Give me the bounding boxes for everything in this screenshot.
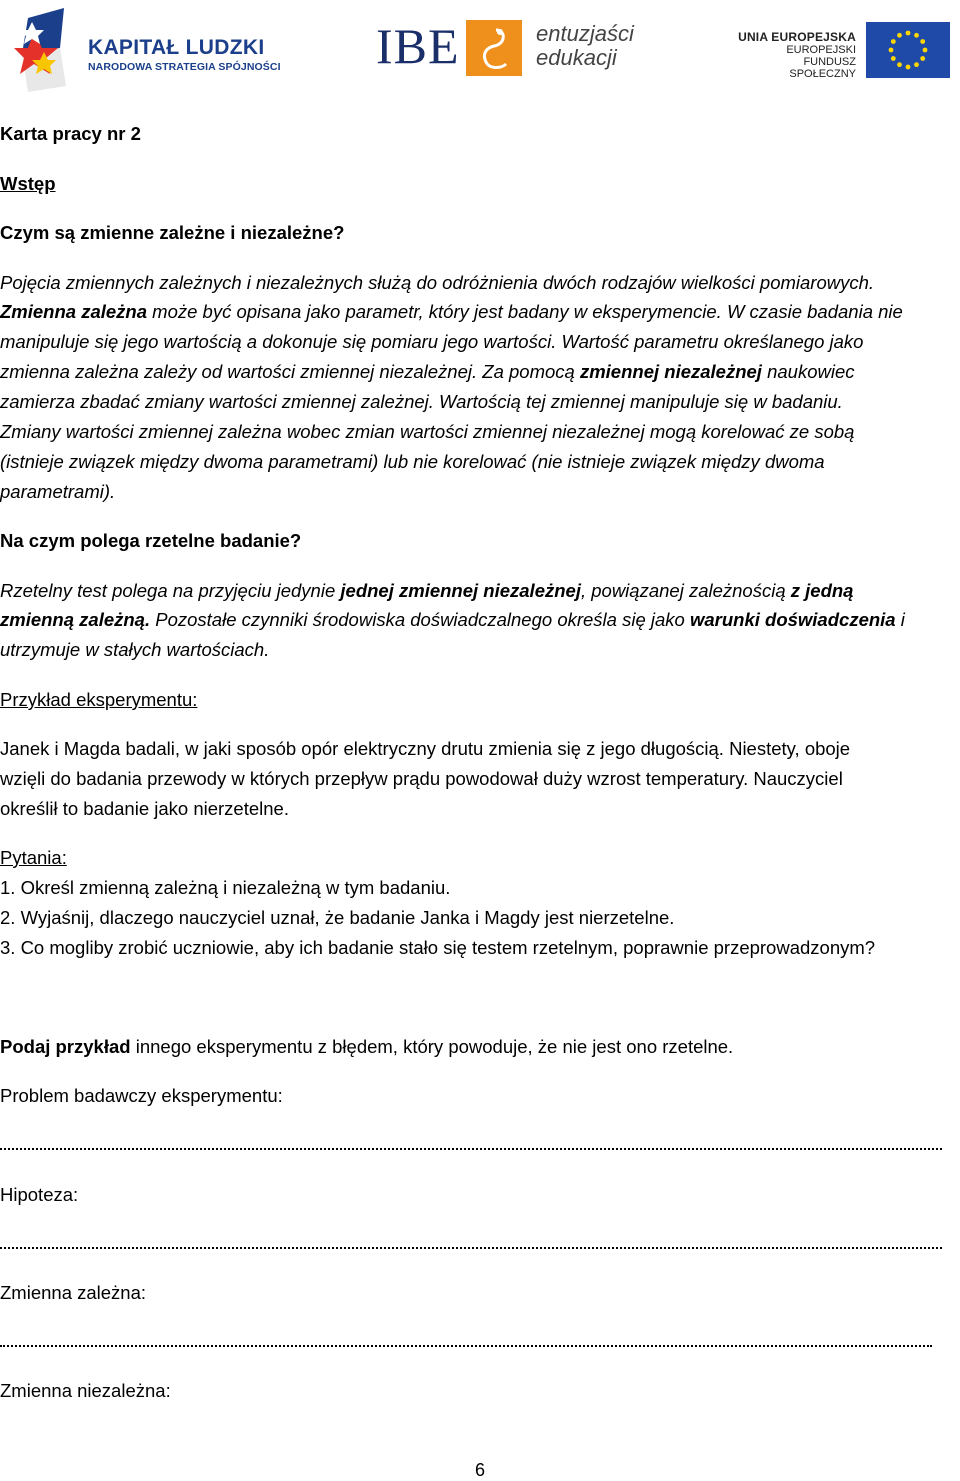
text-span: innego eksperymentu z błędem, który powoduje, że nie jest ono rzetelne.	[130, 1036, 734, 1057]
list-item: 1. Określ zmienną zależną i niezależną w tym badaniu.	[0, 877, 451, 898]
text-line: Pojęcia zmiennych zależnych i niezależnych służą do odróżnienia dwóch rodzajów wielkości pomiarowych.	[0, 272, 875, 293]
list-item: 3. Co mogliby zrobić uczniowie, aby ich badanie stało się testem rzetelnym, poprawnie przeprowadzonym?	[0, 937, 876, 958]
answer-line-problem[interactable]	[0, 1146, 942, 1150]
text-span: , powiązanej zależnością	[580, 580, 791, 601]
answer-line-hypothesis[interactable]	[0, 1245, 942, 1249]
ue-logo-text	[738, 30, 856, 80]
emphasis: Zmienna zależna	[0, 301, 148, 322]
text-line: (istnieje związek między dwoma parametrami) lub nie korelować (nie istnieje związek między dwoma	[0, 451, 825, 472]
text-line: zamierza zbadać zmiany wartości zmiennej zależnej. Wartością tej zmiennej manipuluje się w badaniu.	[0, 391, 843, 412]
field-label-independent: Zmienna niezależna:	[0, 1380, 171, 1401]
text-span: zmienna zależna zależy od wartości zmiennej niezależnej. Za pomocą	[0, 361, 580, 382]
eu-flag-icon	[866, 22, 950, 78]
ee-line-1: entuzjaści	[536, 21, 634, 46]
eu-star-icon	[897, 62, 902, 67]
question-heading-reliable: Na czym polega rzetelne badanie?	[0, 530, 302, 551]
eu-star-icon	[891, 39, 896, 44]
ue-line-3: FUNDUSZ SPOŁECZNY	[789, 56, 856, 80]
kapital-ludzki-emblem-icon	[14, 8, 74, 92]
eu-star-icon	[920, 56, 925, 61]
text-line: wzięli do badania przewody w których przepływ prądu powodował duży wzrost temperatury. Nauczyciel	[0, 768, 843, 789]
entuzjasci-edukacji-text	[536, 22, 634, 70]
ee-line-2: edukacji	[536, 45, 617, 70]
eu-star-icon	[891, 56, 896, 61]
list-item: 2. Wyjaśnij, dlaczego nauczyciel uznał, że badanie Janka i Magdy jest nierzetelne.	[0, 907, 675, 928]
worksheet-title: Karta pracy nr 2	[0, 123, 141, 144]
emphasis: jednej zmiennej niezależnej	[340, 580, 581, 601]
text-span: Rzetelny test polega na przyjęciu jedynie	[0, 580, 341, 601]
kapital-ludzki-title: KAPITAŁ LUDZKI	[88, 36, 265, 59]
text-line: Janek i Magda badali, w jaki sposób opór elektryczny drutu zmienia się z jego długością. Niestety, oboje	[0, 738, 851, 759]
text-line	[0, 576, 853, 606]
text-line	[0, 357, 855, 387]
ue-line-1: UNIA EUROPEJSKA	[738, 30, 856, 44]
entuzjasci-edukacji-icon	[466, 20, 522, 76]
task-instruction	[0, 1032, 733, 1062]
emphasis: warunki doświadczenia	[689, 609, 896, 630]
text-line: utrzymuje w stałych wartościach.	[0, 639, 270, 660]
eu-star-icon	[920, 39, 925, 44]
questions-heading: Pytania:	[0, 847, 67, 868]
ibe-logo: IBE	[376, 18, 460, 74]
eu-star-icon	[906, 65, 911, 70]
text-line: manipuluje się jego wartością a dokonuje się pomiaru jego wartości. Wartość parametru określanego jako	[0, 331, 864, 352]
kapital-ludzki-subtitle: NARODOWA STRATEGIA SPÓJNOŚCI	[88, 61, 281, 73]
text-line: określił to badanie jako nierzetelne.	[0, 798, 289, 819]
text-line	[0, 605, 905, 635]
question-heading-variables: Czym są zmienne zależne i niezależne?	[0, 222, 345, 243]
text-line	[0, 297, 903, 327]
text-line: Zmiany wartości zmiennej zależna wobec zmian wartości zmiennej niezależnej mogą korelować ze sobą	[0, 421, 855, 442]
emphasis: zmienną zależną.	[0, 609, 151, 630]
text-span: może być opisana jako parametr, który jest badany w eksperymencie. W czasie badania nie	[147, 301, 903, 322]
emphasis: z jedną	[790, 580, 854, 601]
eu-star-icon	[906, 31, 911, 36]
ue-line-2: EUROPEJSKI	[786, 44, 856, 56]
task-emphasis: Podaj przykład	[0, 1036, 131, 1057]
eu-star-icon	[897, 33, 902, 38]
field-label-dependent: Zmienna zależna:	[0, 1282, 147, 1303]
emphasis: zmiennej niezależnej	[579, 361, 762, 382]
text-span: naukowiec	[761, 361, 855, 382]
field-label-hypothesis: Hipoteza:	[0, 1184, 79, 1205]
text-span: Pozostałe czynniki środowiska doświadczalnego określa się jako	[150, 609, 690, 630]
example-heading: Przykład eksperymentu:	[0, 689, 198, 710]
intro-heading: Wstęp	[0, 173, 56, 194]
page-number: 6	[474, 1460, 485, 1480]
answer-line-dependent[interactable]	[0, 1343, 932, 1347]
eu-star-icon	[914, 62, 919, 67]
eu-star-icon	[889, 48, 894, 53]
text-line: parametrami).	[0, 481, 116, 502]
field-label-problem: Problem badawczy eksperymentu:	[0, 1085, 283, 1106]
logo-header	[0, 0, 960, 100]
eu-star-icon	[914, 33, 919, 38]
eu-star-icon	[923, 48, 928, 53]
text-span: i	[895, 609, 905, 630]
kapital-ludzki-logo	[14, 8, 281, 92]
